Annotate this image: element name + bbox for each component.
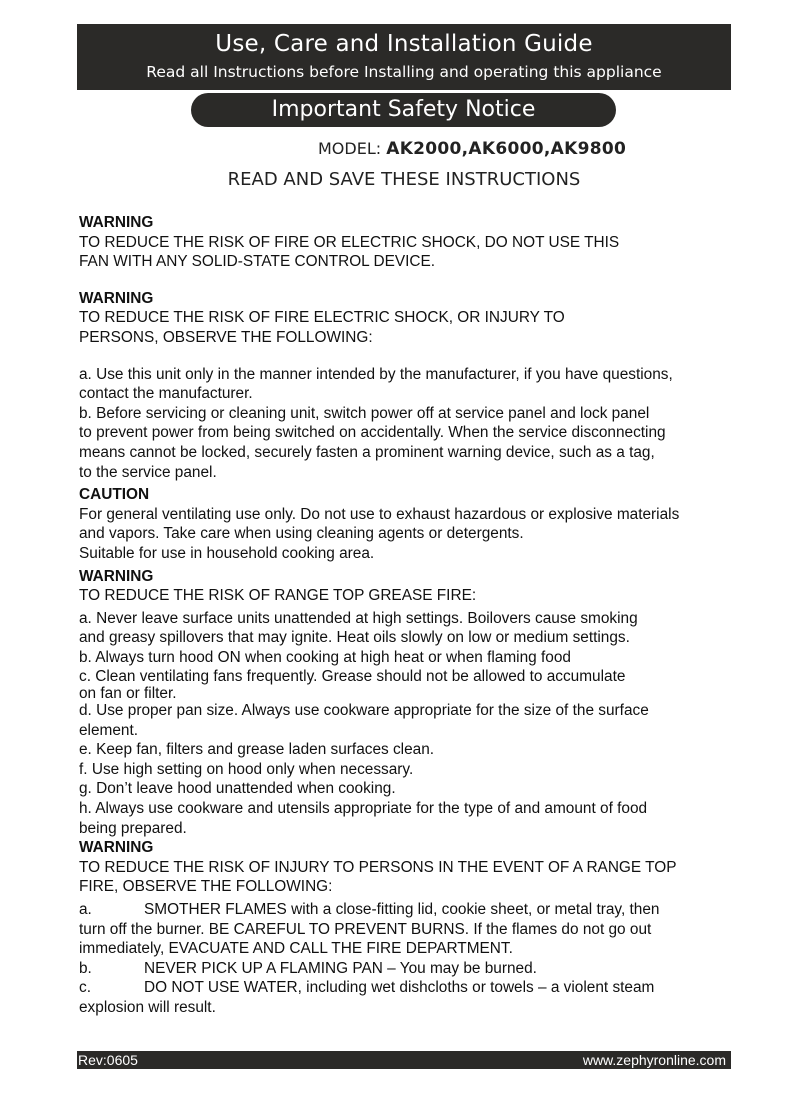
list-item — [79, 978, 729, 998]
warning-heading: WARNING — [79, 289, 154, 307]
list-item-continuation: explosion will result. — [79, 998, 216, 1016]
warning-text: TO REDUCE THE RISK OF RANGE TOP GREASE FIRE: — [79, 587, 477, 605]
warning-text: PERSONS, OBSERVE THE FOLLOWING: — [79, 328, 373, 346]
caution-text: For general ventilating use only. Do not use to exhaust hazardous or explosive materials — [79, 505, 680, 523]
list-item: b. Always turn hood ON when cooking at high heat or when flaming food — [79, 648, 571, 666]
read-save-heading: READ AND SAVE THESE INSTRUCTIONS — [227, 169, 581, 190]
header-banner — [77, 24, 731, 90]
model-label: MODEL: — [318, 139, 382, 158]
list-item: g. Don’t leave hood unattended when cooking. — [79, 780, 396, 798]
list-item — [79, 959, 729, 979]
list-item: b. Before servicing or cleaning unit, switch power off at service panel and lock panel — [79, 404, 650, 422]
item-label: b. — [79, 959, 92, 977]
warning-text: TO REDUCE THE RISK OF FIRE ELECTRIC SHOCK, OR INJURY TO — [79, 309, 565, 327]
warning-heading: WARNING — [79, 839, 154, 857]
list-item: on fan or filter. — [79, 685, 177, 703]
caution-text: Suitable for use in household cooking area. — [79, 544, 375, 562]
list-item: f. Use high setting on hood only when necessary. — [79, 760, 414, 778]
list-item: to the service panel. — [79, 463, 217, 481]
warning-text: FIRE, OBSERVE THE FOLLOWING: — [79, 878, 333, 896]
item-label: c. — [79, 979, 91, 997]
item-label: a. — [79, 901, 92, 918]
list-item: means cannot be locked, securely fasten a prominent warning device, such as a tag, — [79, 443, 655, 461]
list-item: being prepared. — [79, 819, 187, 837]
list-item — [79, 900, 729, 920]
list-item: to prevent power from being switched on accidentally. When the service disconnecting — [79, 424, 666, 442]
list-item: element. — [79, 721, 139, 739]
list-item: a. Never leave surface units unattended at high settings. Boilovers cause smoking — [79, 609, 638, 627]
list-item: contact the manufacturer. — [79, 385, 253, 403]
item-text: DO NOT USE WATER, including wet dishcloths or towels – a violent steam — [144, 979, 655, 997]
list-item: h. Always use cookware and utensils appropriate for the type of and amount of food — [79, 800, 648, 818]
guide-subtitle: Read all Instructions before Installing and operating this appliance — [146, 63, 662, 81]
safety-instructions — [79, 213, 729, 1018]
warning-text: FAN WITH ANY SOLID-STATE CONTROL DEVICE. — [79, 253, 436, 271]
item-text: SMOTHER FLAMES with a close-fitting lid, cookie sheet, or metal tray, then — [144, 901, 660, 918]
revision-label: Rev:0605 — [78, 1052, 138, 1068]
list-item: d. Use proper pan size. Always use cookware appropriate for the size of the surface — [79, 702, 649, 720]
warning-heading: WARNING — [79, 567, 154, 585]
item-text: NEVER PICK UP A FLAMING PAN – You may be burned. — [144, 959, 537, 977]
caution-text: and vapors. Take care when using cleaning agents or detergents. — [79, 525, 524, 543]
list-item: e. Keep fan, filters and grease laden surfaces clean. — [79, 741, 435, 759]
caution-heading: CAUTION — [79, 486, 150, 504]
list-item: a. Use this unit only in the manner intended by the manufacturer, if you have questions, — [79, 365, 673, 383]
list-item-continuation: turn off the burner. BE CAREFUL TO PREVENT BURNS. If the flames do not go out — [79, 920, 652, 938]
list-item-continuation: immediately, EVACUATE AND CALL THE FIRE DEPARTMENT. — [79, 940, 513, 958]
guide-title: Use, Care and Installation Guide — [215, 31, 593, 57]
list-item: and greasy spillovers that may ignite. Heat oils slowly on low or medium settings. — [79, 629, 630, 647]
warning-heading: WARNING — [79, 214, 154, 231]
safety-notice-banner: Important Safety Notice — [191, 93, 616, 127]
footer-bar — [77, 1051, 731, 1069]
warning-text: TO REDUCE THE RISK OF FIRE OR ELECTRIC SHOCK, DO NOT USE THIS — [79, 233, 620, 251]
warning-text: TO REDUCE THE RISK OF INJURY TO PERSONS IN THE EVENT OF A RANGE TOP — [79, 858, 677, 876]
model-line — [318, 139, 626, 159]
website-url: www.zephyronline.com — [582, 1052, 726, 1068]
model-value: AK2000,AK6000,AK9800 — [386, 139, 627, 159]
list-item: c. Clean ventilating fans frequently. Grease should not be allowed to accumulate — [79, 668, 626, 686]
